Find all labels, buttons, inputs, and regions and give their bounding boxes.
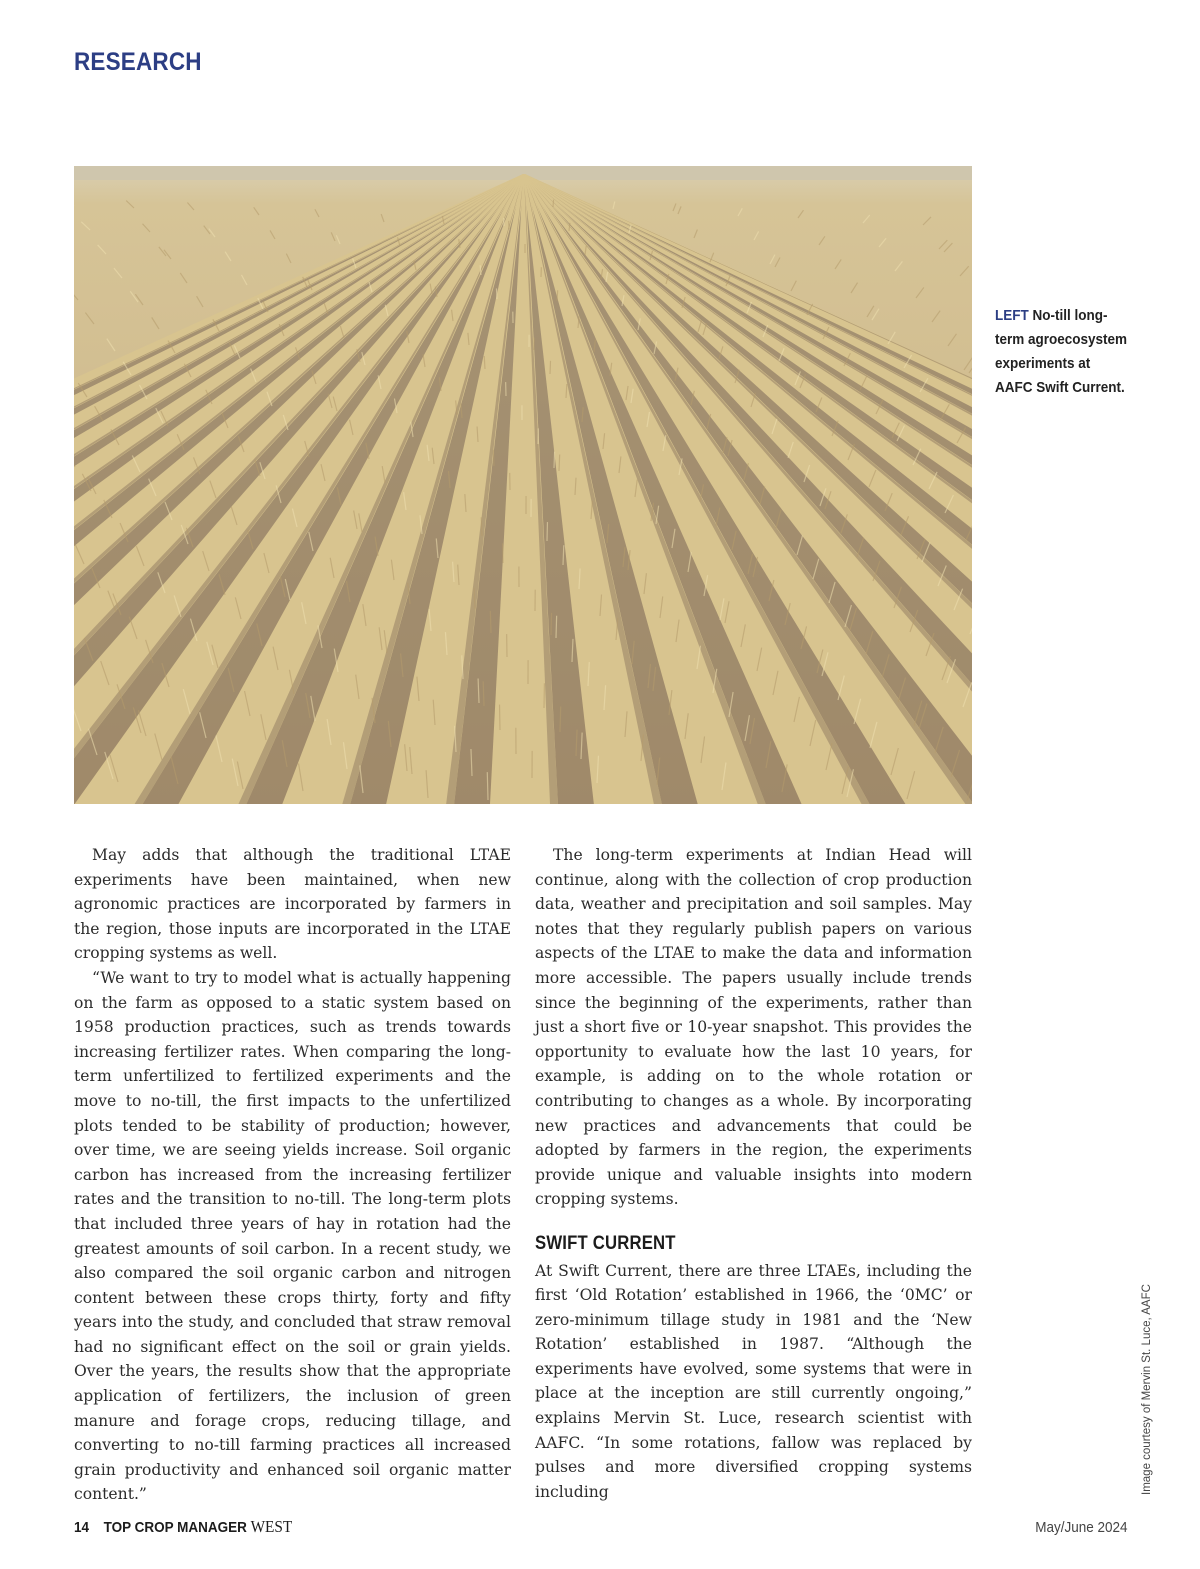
caption-lead: LEFT: [995, 307, 1029, 324]
issue-date: May/June 2024: [1035, 1519, 1128, 1536]
page-number: 14: [74, 1519, 90, 1536]
paragraph: “We want to try to model what is actually happening on the farm as opposed to a static system based on 1958 production practices, such as trends towards increasing fertilizer rates. When comparing the long-term unfertilized to fertilized experiments and the move to no-till, the first impacts to the unfertilized plots tended to be stability of production; however, over time, we are seeing yields increase. Soil organic carbon has increased from the increasing fertilizer rates and the transition to no-till. The long-term plots that included three years of hay in rotation had the greatest amounts of soil carbon. In a recent study, we also compared the soil organic carbon and nitrogen content between these crops thirty, forty and fifty years into the study, and concluded that straw removal had no significant effect on the soil or grain yields. Over the years, the results show that the appropriate application of fertilizers, the inclusion of green manure and forage crops, reducing tillage, and converting to no-till farming practices all increased grain productivity and enhanced soil organic matter content.”: [74, 968, 511, 1504]
article-left-column: [74, 843, 511, 1507]
magazine-name: TOP CROP MANAGER: [103, 1519, 247, 1536]
paragraph: The long-term experiments at Indian Head will continue, along with the collection of crop production data, weather and precipitation and soil samples. May notes that they regularly publish papers on various aspects of the LTAE to make the data and information more accessible. The papers usually include trends since the beginning of the experiments, rather than just a short five or 10-year snapshot. This provides the opportunity to evaluate how the last 10 years, for example, is adding on to the whole rotation or contributing to changes as a whole. By incorporating new practices and advancements that could be adopted by farmers in the region, the experiments provide unique and valuable insights into modern cropping systems.: [535, 846, 972, 1209]
caption-text: No-till long-term agroecosystem experiments at AAFC Swift Current.: [995, 307, 1128, 396]
photo-caption: [995, 304, 1130, 400]
paragraph: At Swift Current, there are three LTAEs, including the first ‘Old Rotation’ established in 1966, the ‘0MC’ or zero-minimum tillage study in 1981 and the ‘New Rotation’ established in 1987. “Although the experiments have evolved, some systems that were in place at the inception are still currently ongoing,” explains Mervin St. Luce, research scientist with AAFC. “In some rotations, fallow was replaced by pulses and more diversified cropping systems including: [535, 1261, 972, 1501]
paragraph: May adds that although the traditional LTAE experiments have been maintained, when new agronomic practices are incorporated by farmers in the region, those inputs are incorporated in the LTAE cropping systems as well.: [74, 846, 511, 963]
photo-credit: Image courtesy of Mervin St. Luce, AAFC: [1141, 1284, 1153, 1495]
footer-folio: [74, 1517, 292, 1537]
section-label: RESEARCH: [74, 48, 202, 76]
magazine-edition: WEST: [250, 1517, 293, 1536]
subheading: SWIFT CURRENT: [535, 1232, 676, 1254]
article-right-column: [535, 843, 972, 1504]
wheat-stubble-field-photo: [74, 166, 972, 804]
